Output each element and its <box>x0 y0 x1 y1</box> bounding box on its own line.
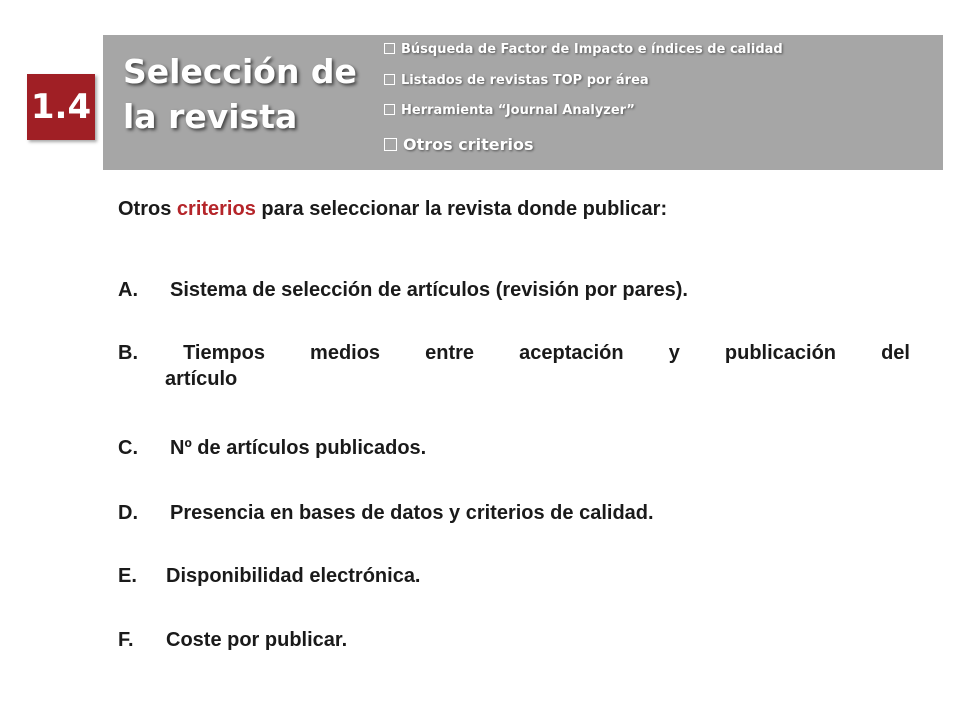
criterion-e <box>118 563 910 589</box>
criterion-word: entre <box>425 342 475 364</box>
criterion-text: Presencia en bases de datos y criterios de calidad. <box>170 502 654 524</box>
intro-sentence <box>118 198 667 221</box>
menu-item-otros-criterios[interactable] <box>384 135 533 154</box>
criterion-text: Sistema de selección de artículos (revisión por pares). <box>170 279 688 301</box>
criterion-f <box>118 627 910 653</box>
menu-item-label: Herramienta “Journal Analyzer” <box>401 103 635 118</box>
menu-item-label: Búsqueda de Factor de Impacto e índices de calidad <box>401 42 783 57</box>
intro-text-before: Otros <box>118 198 177 220</box>
criterion-word: publicación <box>724 342 837 364</box>
criterion-text: Coste por publicar. <box>166 629 348 651</box>
section-number-badge: 1.4 <box>27 74 95 140</box>
criterion-letter: B. <box>118 342 138 364</box>
criterion-letter: F. <box>118 629 134 651</box>
criterion-b <box>118 340 910 392</box>
criterion-text: Disponibilidad electrónica. <box>166 565 421 587</box>
criterion-letter: A. <box>118 279 138 301</box>
checkbox-icon <box>384 43 395 54</box>
menu-item-listados-top[interactable] <box>384 73 649 88</box>
criterion-word: Tiempos <box>183 342 265 364</box>
criterion-word: del <box>881 342 910 364</box>
criterion-letter: C. <box>118 437 138 459</box>
criterion-word: y <box>668 342 680 364</box>
menu-item-label: Otros criterios <box>403 135 534 154</box>
intro-highlight: criterios <box>176 198 256 220</box>
section-banner <box>103 35 943 170</box>
criterion-text: Nº de artículos publicados. <box>170 437 427 459</box>
criterion-word: medios <box>310 342 381 364</box>
menu-item-journal-analyzer[interactable] <box>384 103 635 118</box>
menu-item-label: Listados de revistas TOP por área <box>401 73 649 88</box>
criterion-letter: E. <box>118 565 137 587</box>
menu-item-factor-impacto[interactable] <box>384 42 783 57</box>
criterion-word: aceptación <box>519 342 624 364</box>
criterion-a <box>118 277 910 303</box>
criterion-d <box>118 500 910 526</box>
criterion-b-line1 <box>118 340 910 366</box>
section-title: Selección de la revista <box>123 52 357 136</box>
intro-text-after: para seleccionar la revista donde publicar: <box>255 198 668 220</box>
checkbox-icon <box>384 138 397 151</box>
criterion-c <box>118 435 910 461</box>
checkbox-icon <box>384 74 395 85</box>
criterion-letter: D. <box>118 502 138 524</box>
checkbox-icon <box>384 104 395 115</box>
criterion-b-line2: artículo <box>165 368 238 390</box>
